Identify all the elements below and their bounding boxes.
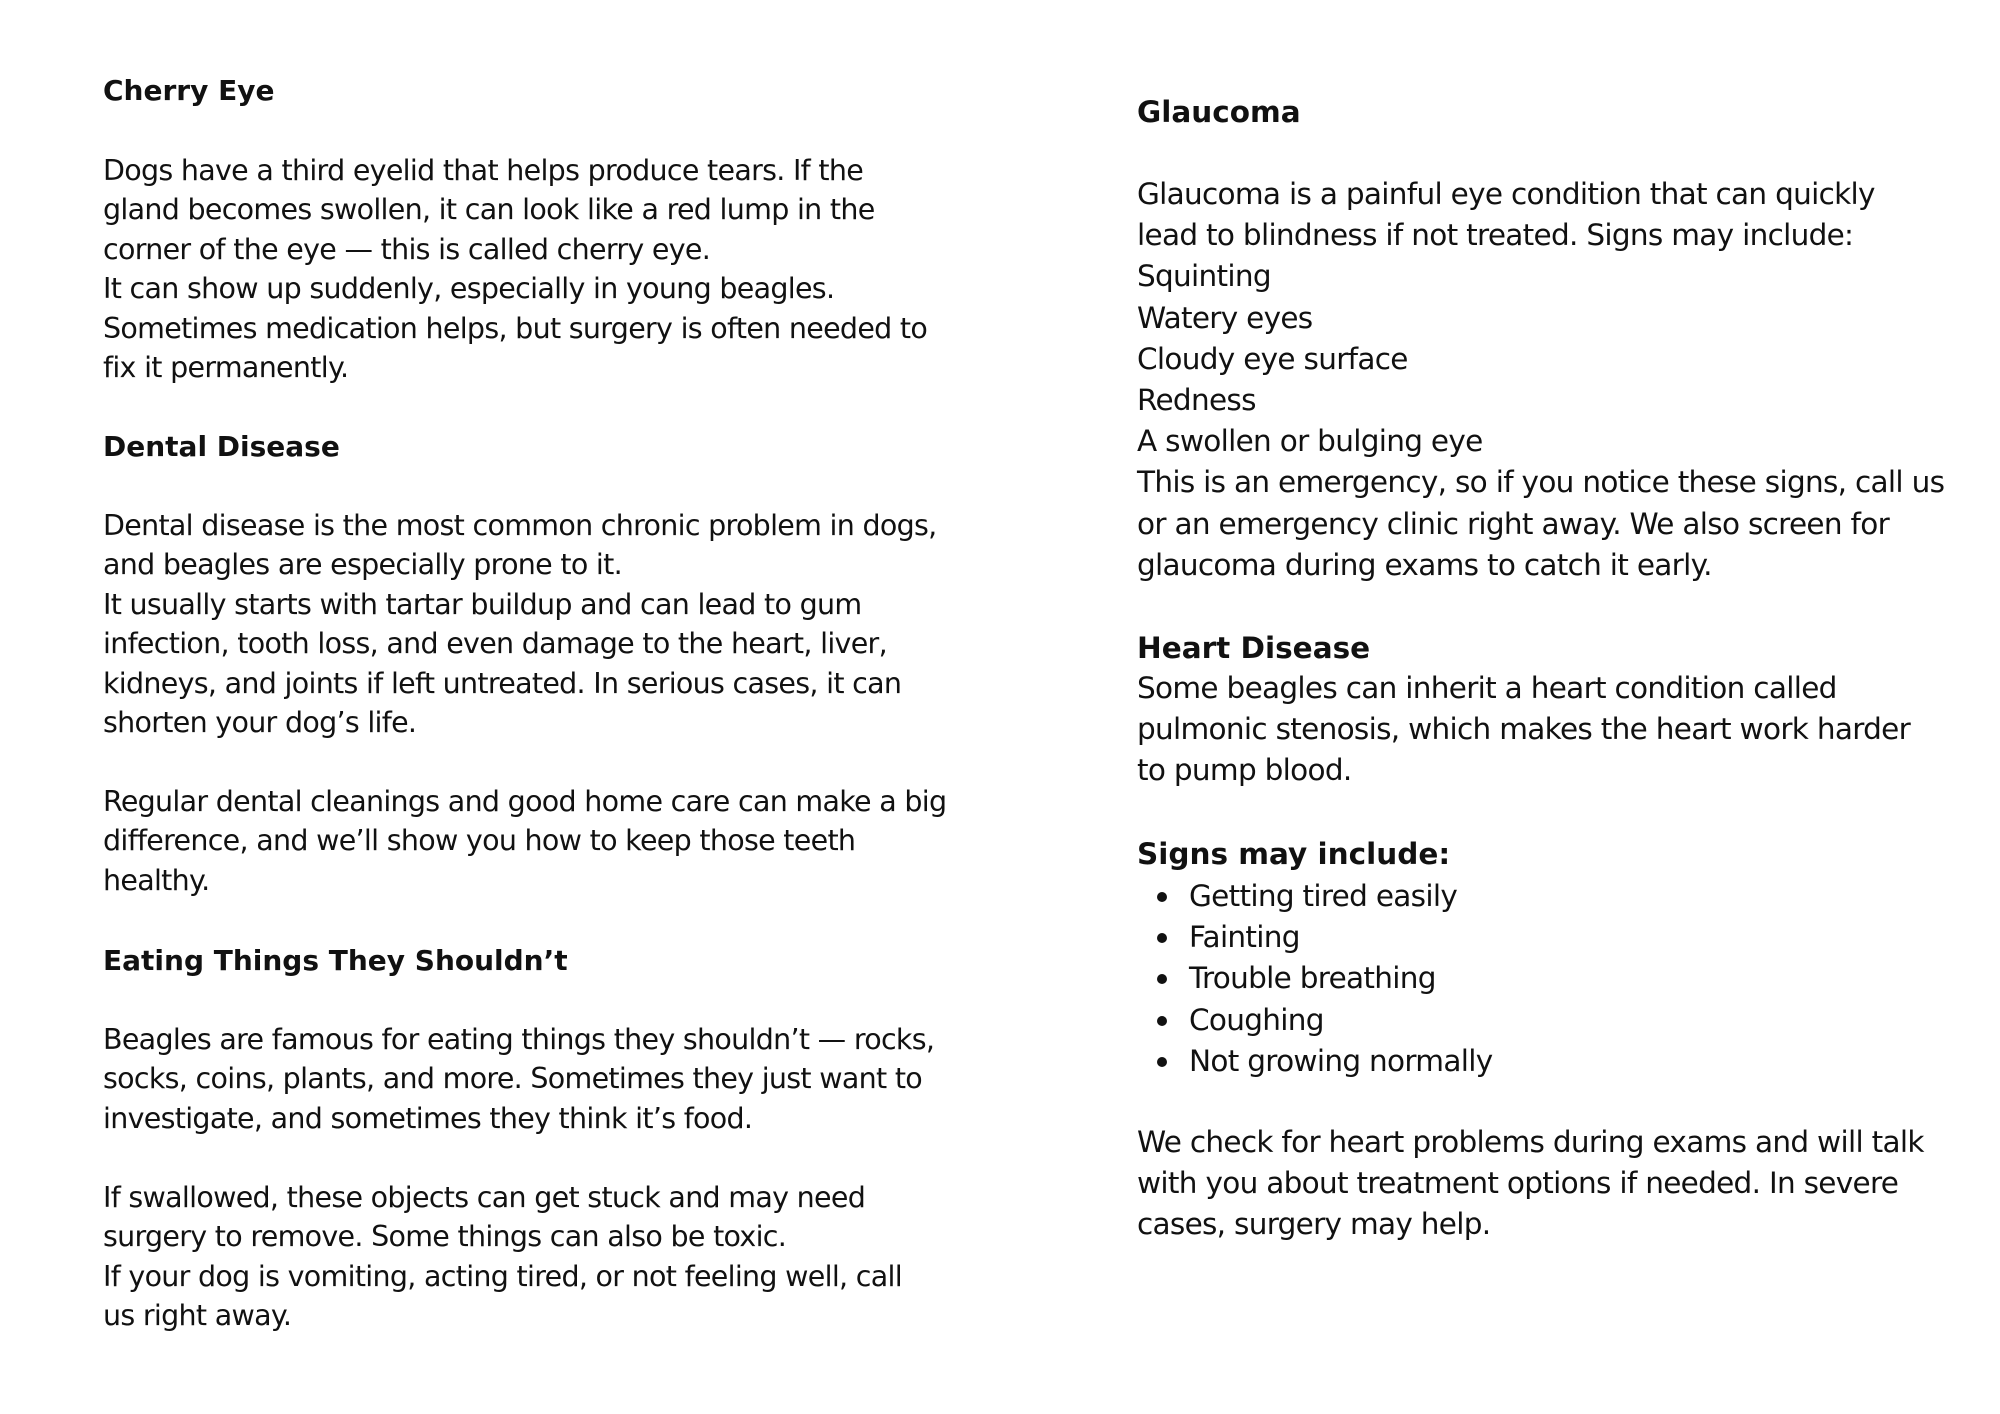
text-line: lead to blindness if not treated. Signs may include: bbox=[1137, 218, 1854, 253]
text-line: Glaucoma is a painful eye condition that can quickly bbox=[1137, 177, 1875, 211]
signs-heading: Signs may include: bbox=[1137, 837, 1451, 871]
text-line: Regular dental cleanings and good home care can make a big bbox=[103, 785, 947, 818]
text-line: fix it permanently. bbox=[103, 351, 349, 385]
list-item bbox=[1137, 1000, 1492, 1041]
dental-disease-heading: Dental Disease bbox=[103, 430, 340, 463]
text-line: and beagles are especially prone to it. bbox=[103, 548, 622, 582]
text-line: We check for heart problems during exams and will talk bbox=[1137, 1125, 1924, 1159]
eating-things-heading: Eating Things They Shouldn’t bbox=[103, 944, 568, 977]
text-line: shorten your dog’s life. bbox=[103, 706, 417, 740]
text-line: us right away. bbox=[103, 1299, 292, 1333]
text-line: It usually starts with tartar buildup and can lead to gum bbox=[103, 587, 862, 621]
text-line: to pump blood. bbox=[1137, 753, 1352, 788]
text-line: If your dog is vomiting, acting tired, or not feeling well, call bbox=[103, 1259, 902, 1293]
text-line: or an emergency clinic right away. We also screen for bbox=[1137, 506, 1889, 541]
list-item-text: Trouble breathing bbox=[1189, 961, 1436, 996]
list-item-text: Fainting bbox=[1189, 920, 1300, 955]
bullet-icon bbox=[1157, 892, 1167, 902]
text-line: difference, and we’ll show you how to keep those teeth bbox=[103, 824, 856, 858]
bullet-icon bbox=[1157, 1057, 1167, 1067]
eating-things-paragraph-1 bbox=[103, 1020, 934, 1138]
text-line: investigate, and sometimes they think it’s food. bbox=[103, 1101, 753, 1135]
text-line: Dental disease is the most common chronic problem in dogs, bbox=[103, 509, 937, 542]
text-line: with you about treatment options if needed. In severe bbox=[1137, 1166, 1899, 1201]
text-line: Sometimes medication helps, but surgery is often needed to bbox=[103, 311, 928, 345]
list-item-text: Coughing bbox=[1189, 1002, 1324, 1037]
text-line: Cloudy eye surface bbox=[1137, 341, 1408, 376]
list-item-text: Getting tired easily bbox=[1189, 879, 1458, 913]
list-item bbox=[1137, 876, 1492, 917]
list-item bbox=[1137, 958, 1492, 999]
text-line: If swallowed, these objects can get stuck and may need bbox=[103, 1181, 866, 1214]
list-item-text: Not growing normally bbox=[1189, 1043, 1493, 1078]
text-line: Redness bbox=[1137, 383, 1256, 418]
bullet-icon bbox=[1157, 933, 1167, 943]
text-line: Some beagles can inherit a heart condition called bbox=[1137, 671, 1837, 705]
text-line: socks, coins, plants, and more. Sometimes they just want to bbox=[103, 1062, 923, 1096]
heart-disease-paragraph-1 bbox=[1137, 668, 1910, 792]
text-line: A swollen or bulging eye bbox=[1137, 424, 1483, 459]
cherry-eye-heading: Cherry Eye bbox=[103, 74, 275, 107]
text-line: healthy. bbox=[103, 863, 210, 897]
text-line: glaucoma during exams to catch it early. bbox=[1137, 547, 1712, 582]
text-line: infection, tooth loss, and even damage to the heart, liver, bbox=[103, 627, 887, 661]
text-line: surgery to remove. Some things can also be toxic. bbox=[103, 1220, 787, 1254]
text-line: pulmonic stenosis, which makes the heart work harder bbox=[1137, 712, 1911, 747]
text-line: Beagles are famous for eating things they shouldn’t — rocks, bbox=[103, 1023, 935, 1056]
list-item bbox=[1137, 917, 1492, 958]
dental-disease-paragraph-2 bbox=[103, 782, 946, 900]
cherry-eye-paragraph bbox=[103, 151, 927, 387]
glaucoma-paragraph bbox=[1137, 174, 1944, 586]
heart-disease-paragraph-2 bbox=[1137, 1122, 1924, 1246]
text-line: Watery eyes bbox=[1137, 300, 1313, 335]
text-line: cases, surgery may help. bbox=[1137, 1207, 1491, 1242]
text-line: corner of the eye — this is called cherry eye. bbox=[103, 232, 711, 266]
eating-things-paragraph-2 bbox=[103, 1178, 902, 1336]
text-line: Squinting bbox=[1137, 259, 1271, 294]
heart-disease-heading: Heart Disease bbox=[1137, 631, 1371, 665]
glaucoma-heading: Glaucoma bbox=[1137, 95, 1301, 129]
list-item bbox=[1137, 1041, 1492, 1082]
text-line: gland becomes swollen, it can look like a red lump in the bbox=[103, 193, 875, 227]
dental-disease-paragraph-1 bbox=[103, 506, 937, 742]
text-line: Dogs have a third eyelid that helps produce tears. If the bbox=[103, 154, 864, 187]
text-line: This is an emergency, so if you notice these signs, call us bbox=[1137, 465, 1945, 500]
signs-list bbox=[1137, 876, 1492, 1082]
bullet-icon bbox=[1157, 1016, 1167, 1026]
bullet-icon bbox=[1157, 974, 1167, 984]
text-line: It can show up suddenly, especially in young beagles. bbox=[103, 272, 835, 306]
text-line: kidneys, and joints if left untreated. In serious cases, it can bbox=[103, 666, 902, 700]
